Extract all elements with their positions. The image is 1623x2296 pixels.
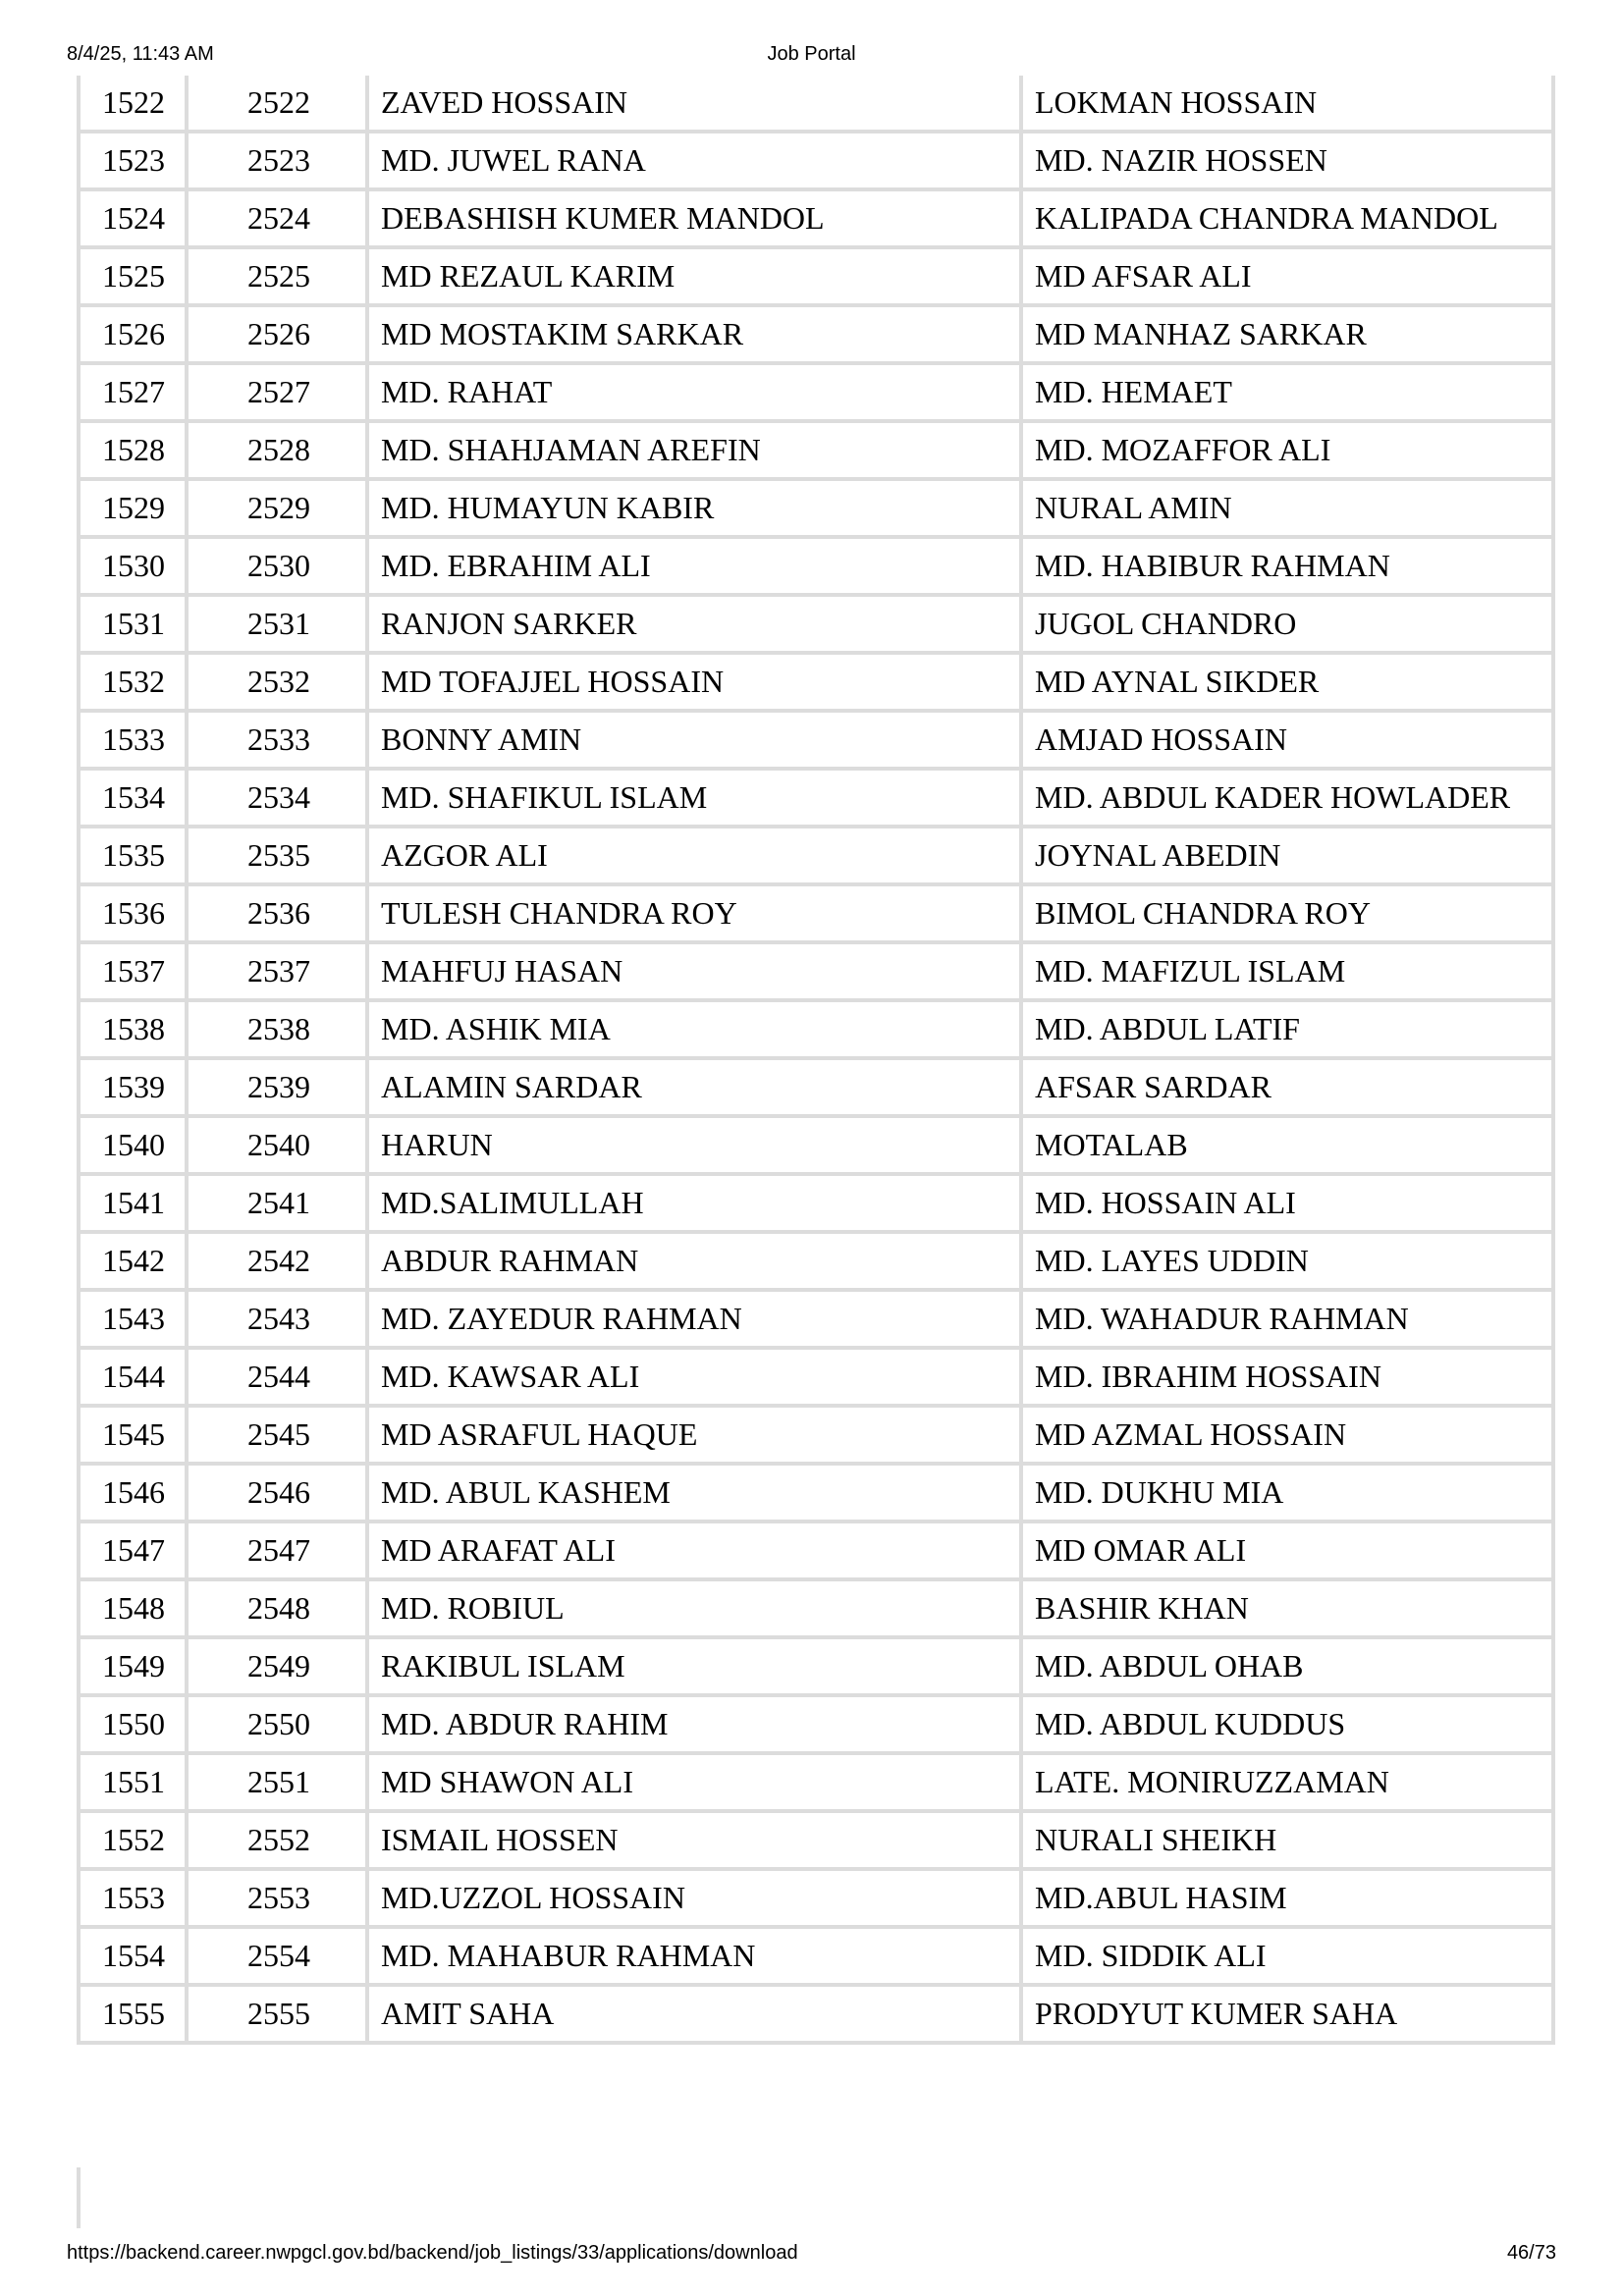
roll-cell: 2546 <box>189 1466 369 1523</box>
serial-cell: 1539 <box>77 1060 189 1118</box>
serial-cell: 1553 <box>77 1871 189 1929</box>
roll-cell: 2534 <box>189 771 369 828</box>
table-row <box>77 1697 1555 1755</box>
serial-cell: 1551 <box>77 1755 189 1813</box>
table-row <box>77 1350 1555 1408</box>
table-row <box>77 1929 1555 1987</box>
applicant-name-cell: MD. KAWSAR ALI <box>369 1350 1023 1408</box>
applicant-name-cell: MD REZAUL KARIM <box>369 249 1023 307</box>
serial-cell: 1541 <box>77 1176 189 1234</box>
table-row <box>77 1871 1555 1929</box>
roll-cell: 2523 <box>189 133 369 191</box>
serial-cell: 1552 <box>77 1813 189 1871</box>
roll-cell: 2531 <box>189 597 369 655</box>
applicant-name-cell: MD. ASHIK MIA <box>369 1002 1023 1060</box>
applicant-name-cell: MD. SHAHJAMAN AREFIN <box>369 423 1023 481</box>
father-name-cell: MD. NAZIR HOSSEN <box>1023 133 1555 191</box>
table-row <box>77 771 1555 828</box>
father-name-cell: LATE. MONIRUZZAMAN <box>1023 1755 1555 1813</box>
table-row <box>77 539 1555 597</box>
table-row <box>77 713 1555 771</box>
table-row <box>77 481 1555 539</box>
father-name-cell: MD AFSAR ALI <box>1023 249 1555 307</box>
applicant-name-cell: MD. ROBIUL <box>369 1581 1023 1639</box>
father-name-cell: MD. IBRAHIM HOSSAIN <box>1023 1350 1555 1408</box>
table-row <box>77 1060 1555 1118</box>
father-name-cell: AMJAD HOSSAIN <box>1023 713 1555 771</box>
applicants-table-container <box>77 76 1555 2045</box>
roll-cell: 2525 <box>189 249 369 307</box>
father-name-cell: JOYNAL ABEDIN <box>1023 828 1555 886</box>
serial-cell: 1533 <box>77 713 189 771</box>
table-row <box>77 1523 1555 1581</box>
serial-cell: 1524 <box>77 191 189 249</box>
applicant-name-cell: MD. ZAYEDUR RAHMAN <box>369 1292 1023 1350</box>
applicant-name-cell: MD SHAWON ALI <box>369 1755 1023 1813</box>
applicant-name-cell: MD.SALIMULLAH <box>369 1176 1023 1234</box>
father-name-cell: MD AZMAL HOSSAIN <box>1023 1408 1555 1466</box>
roll-cell: 2533 <box>189 713 369 771</box>
roll-cell: 2544 <box>189 1350 369 1408</box>
father-name-cell: MD. ABDUL KADER HOWLADER <box>1023 771 1555 828</box>
serial-cell: 1536 <box>77 886 189 944</box>
table-row <box>77 365 1555 423</box>
serial-cell: 1525 <box>77 249 189 307</box>
applicant-name-cell: MD MOSTAKIM SARKAR <box>369 307 1023 365</box>
roll-cell: 2542 <box>189 1234 369 1292</box>
roll-cell: 2551 <box>189 1755 369 1813</box>
roll-cell: 2538 <box>189 1002 369 1060</box>
table-row <box>77 886 1555 944</box>
serial-cell: 1523 <box>77 133 189 191</box>
applicants-table-body <box>77 76 1555 2045</box>
roll-cell: 2549 <box>189 1639 369 1697</box>
father-name-cell: MD. HOSSAIN ALI <box>1023 1176 1555 1234</box>
roll-cell: 2532 <box>189 655 369 713</box>
serial-cell: 1548 <box>77 1581 189 1639</box>
serial-cell: 1542 <box>77 1234 189 1292</box>
applicant-name-cell: MD. MAHABUR RAHMAN <box>369 1929 1023 1987</box>
table-row <box>77 1581 1555 1639</box>
father-name-cell: LOKMAN HOSSAIN <box>1023 76 1555 133</box>
father-name-cell: MD. MAFIZUL ISLAM <box>1023 944 1555 1002</box>
table-row <box>77 1639 1555 1697</box>
applicant-name-cell: MD. ABUL KASHEM <box>369 1466 1023 1523</box>
applicant-name-cell: MD. HUMAYUN KABIR <box>369 481 1023 539</box>
roll-cell: 2543 <box>189 1292 369 1350</box>
applicant-name-cell: ZAVED HOSSAIN <box>369 76 1023 133</box>
serial-cell: 1530 <box>77 539 189 597</box>
serial-cell: 1528 <box>77 423 189 481</box>
serial-cell: 1540 <box>77 1118 189 1176</box>
serial-cell: 1550 <box>77 1697 189 1755</box>
roll-cell: 2522 <box>189 76 369 133</box>
father-name-cell: MD. WAHADUR RAHMAN <box>1023 1292 1555 1350</box>
applicant-name-cell: AMIT SAHA <box>369 1987 1023 2045</box>
applicant-name-cell: RANJON SARKER <box>369 597 1023 655</box>
father-name-cell: NURALI SHEIKH <box>1023 1813 1555 1871</box>
table-row <box>77 1813 1555 1871</box>
serial-cell: 1531 <box>77 597 189 655</box>
serial-cell: 1527 <box>77 365 189 423</box>
father-name-cell: BIMOL CHANDRA ROY <box>1023 886 1555 944</box>
father-name-cell: MD. ABDUL KUDDUS <box>1023 1697 1555 1755</box>
table-border-continuation <box>77 2167 81 2228</box>
roll-cell: 2535 <box>189 828 369 886</box>
roll-cell: 2529 <box>189 481 369 539</box>
applicant-name-cell: RAKIBUL ISLAM <box>369 1639 1023 1697</box>
roll-cell: 2527 <box>189 365 369 423</box>
serial-cell: 1545 <box>77 1408 189 1466</box>
father-name-cell: NURAL AMIN <box>1023 481 1555 539</box>
roll-cell: 2552 <box>189 1813 369 1871</box>
father-name-cell: BASHIR KHAN <box>1023 1581 1555 1639</box>
applicants-table <box>77 76 1555 2045</box>
father-name-cell: MD AYNAL SIKDER <box>1023 655 1555 713</box>
applicant-name-cell: MAHFUJ HASAN <box>369 944 1023 1002</box>
roll-cell: 2524 <box>189 191 369 249</box>
serial-cell: 1534 <box>77 771 189 828</box>
serial-cell: 1547 <box>77 1523 189 1581</box>
father-name-cell: KALIPADA CHANDRA MANDOL <box>1023 191 1555 249</box>
father-name-cell: MD MANHAZ SARKAR <box>1023 307 1555 365</box>
print-datetime: 8/4/25, 11:43 AM <box>67 43 214 65</box>
applicant-name-cell: MD. EBRAHIM ALI <box>369 539 1023 597</box>
table-row <box>77 1118 1555 1176</box>
applicant-name-cell: MD ARAFAT ALI <box>369 1523 1023 1581</box>
serial-cell: 1538 <box>77 1002 189 1060</box>
applicant-name-cell: ISMAIL HOSSEN <box>369 1813 1023 1871</box>
father-name-cell: MD. SIDDIK ALI <box>1023 1929 1555 1987</box>
serial-cell: 1532 <box>77 655 189 713</box>
applicant-name-cell: ALAMIN SARDAR <box>369 1060 1023 1118</box>
table-row <box>77 1176 1555 1234</box>
table-row <box>77 133 1555 191</box>
father-name-cell: MD. LAYES UDDIN <box>1023 1234 1555 1292</box>
roll-cell: 2537 <box>189 944 369 1002</box>
applicant-name-cell: MD. JUWEL RANA <box>369 133 1023 191</box>
serial-cell: 1555 <box>77 1987 189 2045</box>
father-name-cell: MD. HABIBUR RAHMAN <box>1023 539 1555 597</box>
table-row <box>77 944 1555 1002</box>
roll-cell: 2526 <box>189 307 369 365</box>
table-row <box>77 1292 1555 1350</box>
table-row <box>77 1987 1555 2045</box>
roll-cell: 2536 <box>189 886 369 944</box>
roll-cell: 2554 <box>189 1929 369 1987</box>
father-name-cell: JUGOL CHANDRO <box>1023 597 1555 655</box>
applicant-name-cell: MD. ABDUR RAHIM <box>369 1697 1023 1755</box>
table-row <box>77 1466 1555 1523</box>
page-number: 46/73 <box>1506 2242 1556 2264</box>
print-header <box>0 43 1623 69</box>
table-row <box>77 307 1555 365</box>
father-name-cell: MD. MOZAFFOR ALI <box>1023 423 1555 481</box>
table-row <box>77 191 1555 249</box>
father-name-cell: MD OMAR ALI <box>1023 1523 1555 1581</box>
father-name-cell: MD. ABDUL LATIF <box>1023 1002 1555 1060</box>
table-row <box>77 655 1555 713</box>
father-name-cell: MD. ABDUL OHAB <box>1023 1639 1555 1697</box>
roll-cell: 2555 <box>189 1987 369 2045</box>
father-name-cell: AFSAR SARDAR <box>1023 1060 1555 1118</box>
applicant-name-cell: ABDUR RAHMAN <box>369 1234 1023 1292</box>
father-name-cell: MOTALAB <box>1023 1118 1555 1176</box>
serial-cell: 1537 <box>77 944 189 1002</box>
table-row <box>77 1755 1555 1813</box>
table-row <box>77 1234 1555 1292</box>
table-row <box>77 828 1555 886</box>
applicant-name-cell: MD. SHAFIKUL ISLAM <box>369 771 1023 828</box>
page-url: https://backend.career.nwpgcl.gov.bd/backend/job_listings/33/applications/download <box>67 2242 798 2264</box>
roll-cell: 2539 <box>189 1060 369 1118</box>
roll-cell: 2541 <box>189 1176 369 1234</box>
table-row <box>77 1002 1555 1060</box>
father-name-cell: MD. DUKHU MIA <box>1023 1466 1555 1523</box>
table-row <box>77 423 1555 481</box>
serial-cell: 1544 <box>77 1350 189 1408</box>
applicant-name-cell: MD.UZZOL HOSSAIN <box>369 1871 1023 1929</box>
applicant-name-cell: AZGOR ALI <box>369 828 1023 886</box>
roll-cell: 2548 <box>189 1581 369 1639</box>
roll-cell: 2550 <box>189 1697 369 1755</box>
father-name-cell: MD.ABUL HASIM <box>1023 1871 1555 1929</box>
applicant-name-cell: DEBASHISH KUMER MANDOL <box>369 191 1023 249</box>
serial-cell: 1535 <box>77 828 189 886</box>
page-title: Job Portal <box>767 43 856 65</box>
serial-cell: 1549 <box>77 1639 189 1697</box>
serial-cell: 1554 <box>77 1929 189 1987</box>
table-row <box>77 76 1555 133</box>
roll-cell: 2545 <box>189 1408 369 1466</box>
table-row <box>77 1408 1555 1466</box>
applicant-name-cell: MD TOFAJJEL HOSSAIN <box>369 655 1023 713</box>
serial-cell: 1543 <box>77 1292 189 1350</box>
table-row <box>77 597 1555 655</box>
applicant-name-cell: MD ASRAFUL HAQUE <box>369 1408 1023 1466</box>
print-footer <box>0 2242 1623 2268</box>
serial-cell: 1522 <box>77 76 189 133</box>
table-row <box>77 249 1555 307</box>
roll-cell: 2553 <box>189 1871 369 1929</box>
father-name-cell: PRODYUT KUMER SAHA <box>1023 1987 1555 2045</box>
applicant-name-cell: TULESH CHANDRA ROY <box>369 886 1023 944</box>
roll-cell: 2530 <box>189 539 369 597</box>
serial-cell: 1546 <box>77 1466 189 1523</box>
applicant-name-cell: HARUN <box>369 1118 1023 1176</box>
serial-cell: 1526 <box>77 307 189 365</box>
applicant-name-cell: BONNY AMIN <box>369 713 1023 771</box>
serial-cell: 1529 <box>77 481 189 539</box>
roll-cell: 2528 <box>189 423 369 481</box>
roll-cell: 2547 <box>189 1523 369 1581</box>
roll-cell: 2540 <box>189 1118 369 1176</box>
father-name-cell: MD. HEMAET <box>1023 365 1555 423</box>
applicant-name-cell: MD. RAHAT <box>369 365 1023 423</box>
